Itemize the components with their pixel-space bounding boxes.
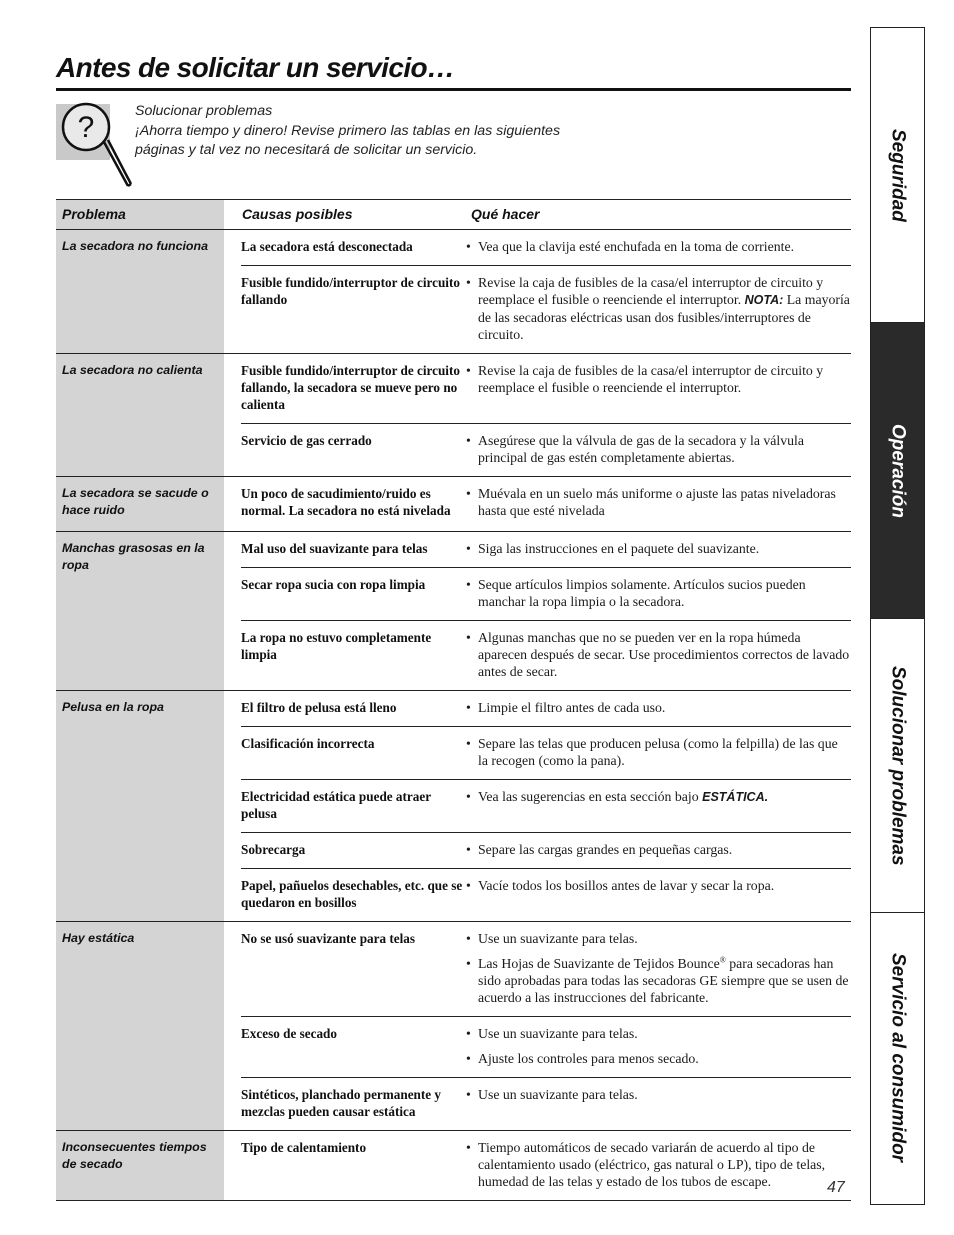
action-text: Siga las instrucciones en el paquete del suavizante. (478, 541, 760, 556)
table-row (241, 266, 851, 353)
intro-line: ¡Ahorra tiempo y dinero! Revise primero las tablas en las siguientes (135, 122, 561, 139)
action-item (465, 788, 851, 806)
problem-group (56, 354, 851, 477)
cause-text: Exceso de secado (241, 1026, 337, 1041)
sidebar-tab[interactable] (871, 913, 924, 1203)
action-text: Seque artículos limpios solamente. Artículos sucios pueden manchar la ropa limpia o la secadora. (478, 577, 806, 609)
action-item (465, 432, 851, 466)
action-text: Muévala en un suelo más uniforme o ajuste las patas niveladoras hasta que esté nivelada (478, 486, 836, 518)
cause-text: La secadora está desconectada (241, 239, 413, 254)
action-list (465, 362, 851, 413)
action-item (465, 735, 851, 769)
action-item (465, 1025, 851, 1042)
question-mark-icon (56, 102, 136, 192)
action-item (465, 955, 851, 1006)
cause-rows (224, 230, 851, 353)
action-list (465, 1086, 851, 1120)
problem-group (56, 230, 851, 354)
table-row (241, 230, 851, 266)
action-list (465, 238, 851, 255)
cause-text: Tipo de calentamiento (241, 1140, 367, 1155)
action-text: Use un suavizante para telas. (478, 1026, 638, 1041)
sidebar-tab[interactable] (871, 28, 924, 323)
cause-text: Mal uso del suavizante para telas (241, 541, 428, 556)
note-text: La mayoría de las secadoras eléctricas usan dos fusibles/interruptores de circuito. (478, 292, 850, 342)
problem-label: Inconsecuentes tiempos de secado (56, 1131, 224, 1200)
header-action: Qué hacer (471, 206, 540, 222)
table-row (241, 477, 851, 529)
action-item (465, 274, 851, 343)
cause-text: No se usó suavizante para telas (241, 931, 416, 946)
header-causes: Causas posibles (242, 206, 353, 222)
action-list (465, 877, 851, 911)
sidebar-tab-label: Operación (887, 423, 909, 518)
action-item (465, 877, 851, 894)
action-list (465, 788, 851, 822)
table-row (241, 621, 851, 690)
sidebar-tab[interactable] (871, 619, 924, 913)
problem-label: La secadora no funciona (56, 230, 224, 353)
action-list (465, 629, 851, 680)
section-tabs (870, 27, 925, 1205)
header-problem: Problema (62, 206, 126, 222)
page-title: Antes de solicitar un servicio… (56, 52, 455, 83)
action-text: Use un suavizante para telas. (478, 931, 638, 946)
table-row (241, 869, 851, 921)
action-list (465, 735, 851, 769)
intro-heading: Solucionar problemas (135, 103, 273, 119)
action-item (465, 629, 851, 680)
page-number: 47 (827, 1179, 845, 1196)
action-list (465, 699, 851, 716)
cause-text: Papel, pañuelos desechables, etc. que se quedaron en bosillos (241, 878, 463, 910)
sidebar-tab[interactable] (871, 323, 924, 619)
cause-text: Servicio de gas cerrado (241, 433, 372, 448)
cause-rows (224, 1131, 851, 1200)
action-text: Revise la caja de fusibles de la casa/el interruptor de circuito y reemplace el fusible o reenciende el interruptor. (478, 363, 824, 395)
table-row (241, 532, 851, 568)
action-text: Asegúrese que la válvula de gas de la secadora y la válvula principal de gas estén completamente abiertas. (478, 433, 805, 465)
action-list (465, 1139, 851, 1190)
action-text: Revise la caja de fusibles de la casa/el interruptor de circuito y reemplace el fusible o reenciende el interruptor. (478, 275, 824, 307)
cause-text: El filtro de pelusa está lleno (241, 700, 397, 715)
action-item (465, 1139, 851, 1190)
static-reference: ESTÁTICA. (702, 790, 769, 804)
cause-rows (224, 477, 851, 531)
cause-text: Electricidad estática puede atraer pelusa (241, 789, 431, 821)
action-text: Limpie el filtro antes de cada uso. (478, 700, 666, 715)
cause-rows (224, 691, 851, 921)
action-list (465, 841, 851, 858)
action-text: Ajuste los controles para menos secado. (478, 1051, 699, 1066)
action-list (465, 1025, 851, 1067)
action-list (465, 485, 851, 519)
intro-text (135, 102, 595, 161)
action-list (465, 576, 851, 610)
cause-text: Fusible fundido/interruptor de circuito fallando, la secadora se mueve pero no calienta (241, 363, 460, 412)
problem-group (56, 691, 851, 922)
table-row (241, 727, 851, 780)
action-list (465, 930, 851, 1006)
intro-line: páginas y tal vez no necesitará de solicitar un servicio. (135, 142, 478, 158)
action-text: Tiempo automáticos de secado variarán de acuerdo al tipo de calentamiento usado (eléctrico, gas natural o LP), tipo de telas, humedad de las telas y estado de los tubos de escape. (478, 1140, 826, 1189)
action-item (465, 841, 851, 858)
action-item (465, 238, 851, 255)
action-item (465, 1050, 851, 1067)
sidebar-tab-label: Solucionar problemas (887, 665, 909, 866)
action-item (465, 699, 851, 716)
problem-label: La secadora no calienta (56, 354, 224, 476)
problem-label: Manchas grasosas en la ropa (56, 532, 224, 690)
problem-label: Hay estática (56, 922, 224, 1130)
problem-label: La secadora se sacude o hace ruido (56, 477, 224, 531)
table-row (241, 691, 851, 727)
action-text: Use un suavizante para telas. (478, 1087, 638, 1102)
table-row (241, 568, 851, 621)
sidebar-tab-label: Servicio al consumidor (887, 953, 909, 1163)
table-header (56, 199, 851, 230)
table-row (241, 1078, 851, 1130)
table-row (241, 354, 851, 424)
action-list (465, 432, 851, 466)
troubleshooting-table (56, 199, 851, 1201)
action-item (465, 576, 851, 610)
cause-rows (224, 532, 851, 690)
table-row (241, 424, 851, 476)
cause-text: Secar ropa sucia con ropa limpia (241, 577, 426, 592)
action-text: Vea las sugerencias en esta sección bajo (478, 789, 703, 804)
svg-text:?: ? (77, 111, 95, 144)
problem-group (56, 1131, 851, 1201)
note-label: NOTA: (744, 293, 784, 307)
problem-label: Pelusa en la ropa (56, 691, 224, 921)
action-text: Separe las cargas grandes en pequeñas cargas. (478, 842, 733, 857)
title-rule (56, 88, 851, 91)
action-item (465, 930, 851, 947)
action-list (465, 274, 851, 343)
problem-group (56, 532, 851, 691)
sidebar-tab-label: Seguridad (887, 128, 909, 222)
action-text: Vea que la clavija esté enchufada en la toma de corriente. (478, 239, 795, 254)
cause-text: Sintéticos, planchado permanente y mezclas pueden causar estática (241, 1087, 442, 1119)
cause-text: Fusible fundido/interruptor de circuito fallando (241, 275, 460, 307)
cause-text: Sobrecarga (241, 842, 306, 857)
table-row (241, 780, 851, 833)
table-row (241, 922, 851, 1017)
table-row (241, 1017, 851, 1078)
action-text: Separe las telas que producen pelusa (como la felpilla) de las que la recogen (como la pana). (478, 736, 838, 768)
action-item (465, 362, 851, 396)
cause-text: Clasificación incorrecta (241, 736, 375, 751)
cause-text: Un poco de sacudimiento/ruido es normal. La secadora no está nivelada (241, 486, 451, 518)
action-text: Algunas manchas que no se pueden ver en la ropa húmeda aparecen después de secar. Use procedimientos correctos de lavado antes de secar. (478, 630, 850, 679)
action-item (465, 1086, 851, 1103)
action-text: Vacíe todos los bosillos antes de lavar y secar la ropa. (478, 878, 775, 893)
table-row (241, 833, 851, 869)
table-row (241, 1131, 851, 1200)
cause-rows (224, 354, 851, 476)
problem-group (56, 477, 851, 532)
action-list (465, 540, 851, 557)
problem-group (56, 922, 851, 1131)
action-item (465, 485, 851, 519)
cause-rows (224, 922, 851, 1130)
action-text: Las Hojas de Suavizante de Tejidos Bounce® para secadoras han sido aprobadas para todas las secadoras GE siempre que se usen de acuerdo a las instrucciones del fabricante. (478, 955, 849, 1005)
action-item (465, 540, 851, 557)
cause-text: La ropa no estuvo completamente limpia (241, 630, 432, 662)
